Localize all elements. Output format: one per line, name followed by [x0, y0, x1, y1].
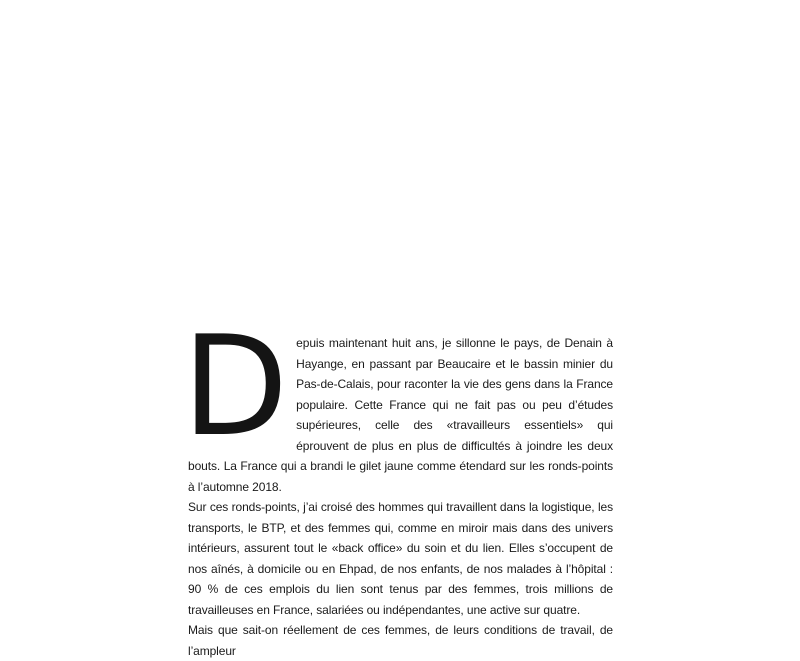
drop-cap-letter: D: [182, 306, 289, 467]
article-paragraph-2: Sur ces ronds-points, j’ai croisé des hommes qui travaillent dans la logistique, les transports, le BTP, et des femmes qui, comme en miroir mais dans des univers intérieurs, assurent tout le «back office» du soin et du lien. Elles s’occupent de nos aînés, à domicile ou en Ehpad, de nos enfants, de nos malades à l’hôpital : 90 % de ces emplois du lien sont tenus par des femmes, trois millions de travailleuses en France, salariées ou indépendantes, une active sur quatre.: [188, 500, 613, 617]
article-body: [182, 306, 613, 661]
article-paragraph-3: Mais que sait-on réellement de ces femmes, de leurs conditions de travail, de l’ampleur: [188, 623, 613, 658]
article-paragraph-1: [182, 306, 613, 497]
paragraph-1-text: epuis maintenant huit ans, je sillonne le pays, de Denain à Hayange, en passant par Beaucaire et le bassin minier du Pas-de-Calais, pour raconter la vie des gens dans la France populaire. Cette France qui ne fait pas ou peu d’études supérieures, celle des «travailleurs essentiels» qui éprouvent de plus en plus de difficultés à joindre les deux bouts. La France qui a brandi le gilet jaune comme étendard sur les ronds-points à l’automne 2018.: [188, 336, 613, 494]
